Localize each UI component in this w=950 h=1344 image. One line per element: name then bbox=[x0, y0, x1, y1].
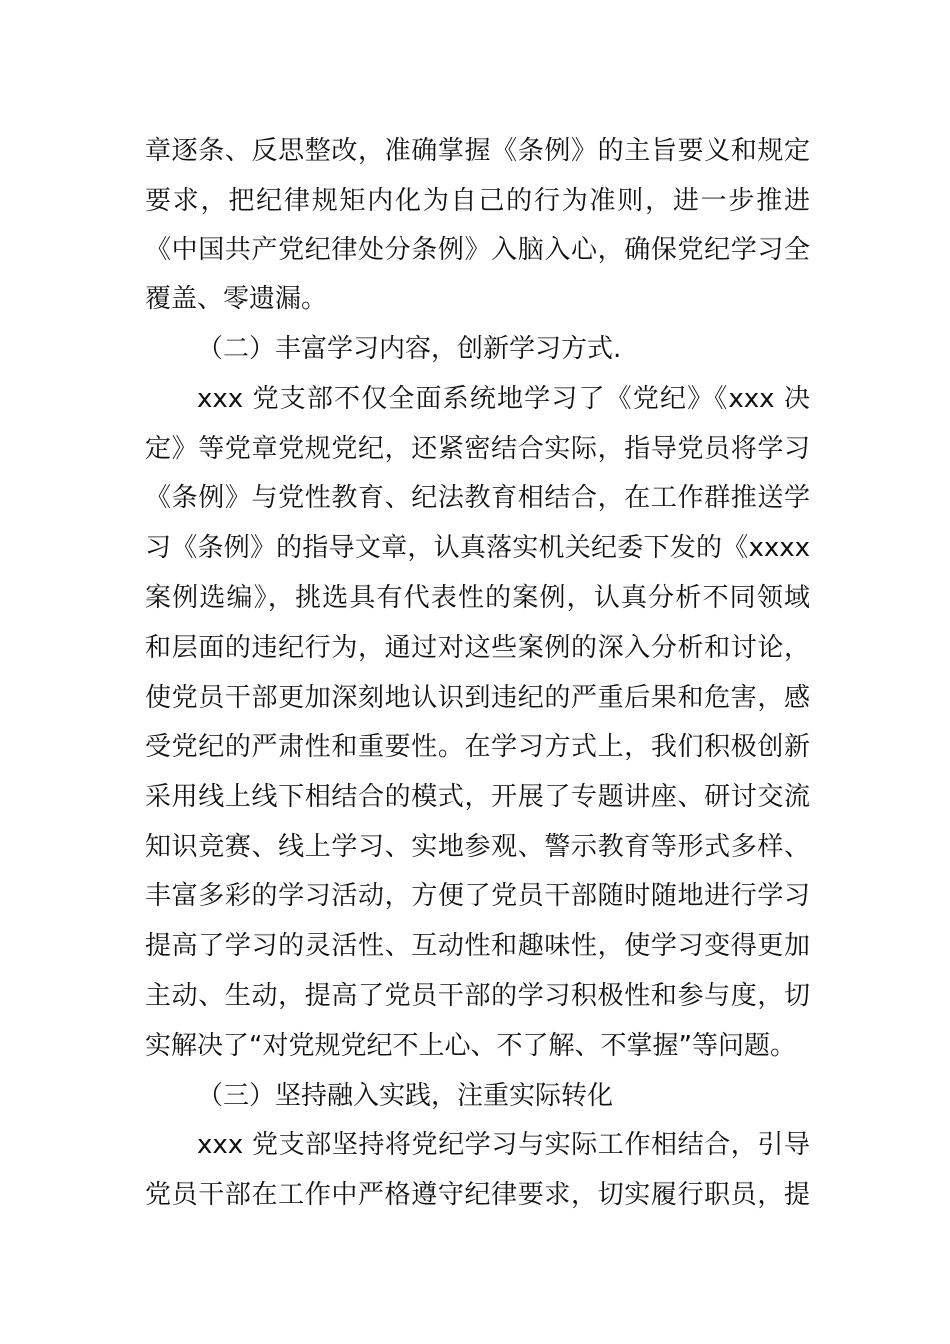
text-line: 党员干部在工作中严格遵守纪律要求，切实履行职员，提 bbox=[145, 1180, 810, 1210]
text-line: 使党员干部更加深刻地认识到违纪的严重后果和危害，感 bbox=[145, 683, 810, 713]
text-line: 实解决了“对党规党纪不上心、不了解、不掌握”等问题。 bbox=[145, 1031, 796, 1061]
text-line: 习《条例》的指导文章，认真落实机关纪委下发的《xxxx bbox=[145, 533, 810, 563]
text-line: 要求，把纪律规矩内化为自己的行为准则，进一步推进 bbox=[145, 186, 810, 216]
text-line: 采用线上线下相结合的模式，开展了专题讲座、研讨交流 bbox=[145, 782, 810, 812]
text-line: 案例选编》，挑选具有代表性的案例，认真分析不同领域 bbox=[145, 583, 810, 613]
text-line: 《中国共产党纪律处分条例》入脑入心，确保党纪学习全 bbox=[145, 235, 810, 265]
text-line: 知识竞赛、线上学习、实地参观、警示教育等形式多样、 bbox=[145, 832, 810, 862]
text-line: xxx 党支部坚持将党纪学习与实际工作相结合，引导 bbox=[197, 1130, 810, 1160]
text-line: 丰富多彩的学习活动，方便了党员干部随时随地进行学习 bbox=[145, 881, 810, 911]
text-line: 主动、生动，提高了党员干部的学习积极性和参与度，切 bbox=[145, 981, 810, 1011]
text-line: 覆盖、零遗漏。 bbox=[145, 284, 328, 314]
text-line: xxx 党支部不仅全面系统地学习了《党纪》《xxx 决 bbox=[197, 384, 810, 414]
text-line: 章逐条、反思整改，准确掌握《条例》的主旨要义和规定 bbox=[145, 136, 810, 166]
text-line: 和层面的违纪行为，通过对这些案例的深入分析和讨论， bbox=[145, 633, 810, 663]
text-line: 提高了学习的灵活性、互动性和趣味性，使学习变得更加 bbox=[145, 931, 810, 961]
section-heading: （三）坚持融入实践，注重实际转化 bbox=[197, 1081, 614, 1111]
section-heading: （二）丰富学习内容，创新学习方式. bbox=[197, 334, 622, 364]
text-line: 受党纪的严肃性和重要性。在学习方式上，我们积极创新 bbox=[145, 732, 810, 762]
text-line: 定》等党章党规党纪，还紧密结合实际，指导党员将学习 bbox=[145, 434, 810, 464]
text-line: 《条例》与党性教育、纪法教育相结合，在工作群推送学 bbox=[145, 483, 810, 513]
